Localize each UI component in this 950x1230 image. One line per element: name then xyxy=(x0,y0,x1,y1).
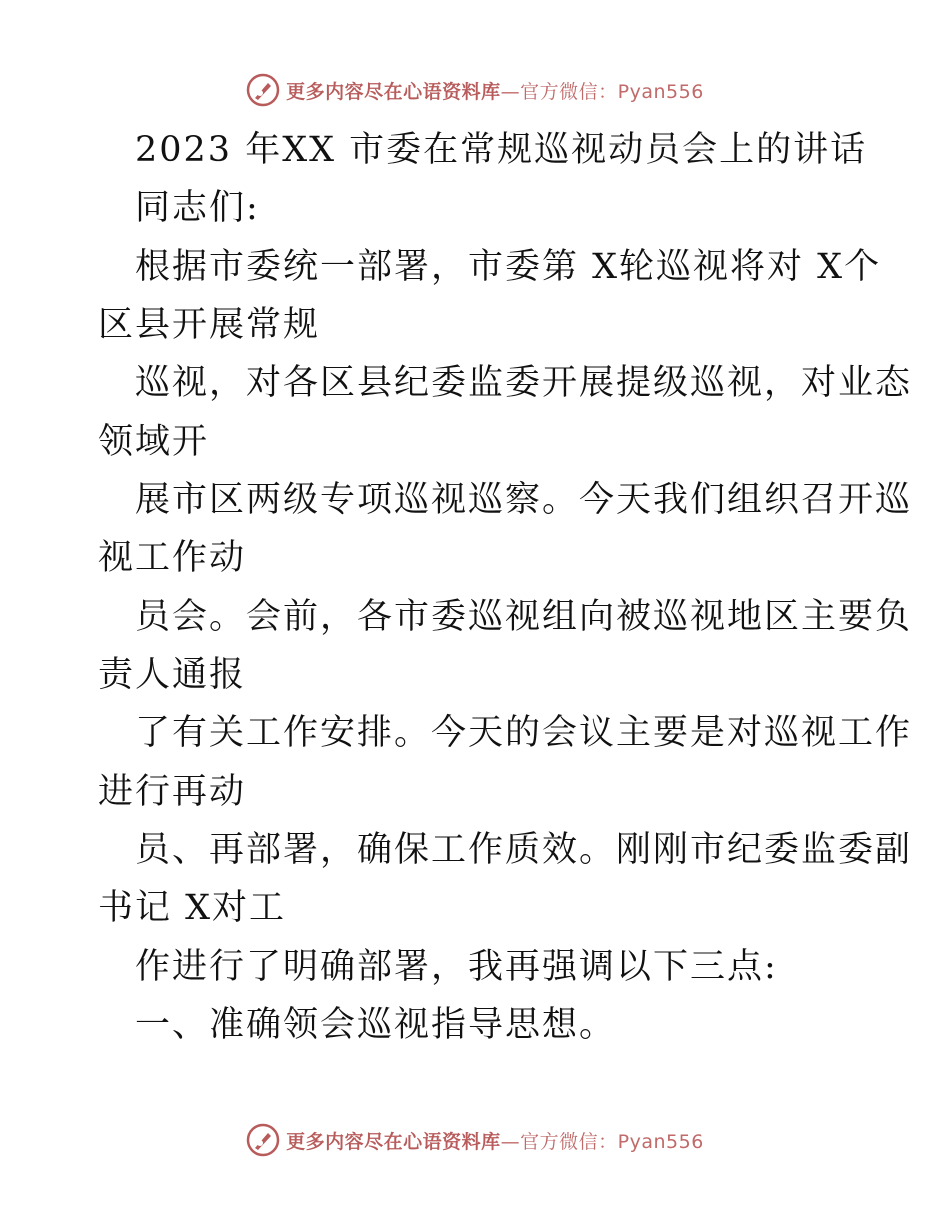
document-title: 2023 年XX 市委在常规巡视动员会上的讲话 xyxy=(135,130,868,170)
paragraph-line: 作进行了明确部署，我再强调以下三点: xyxy=(135,947,778,987)
paragraph-line: 视工作动 xyxy=(98,538,247,578)
paragraph-line: 巡视，对各区县纪委监委开展提级巡视，对业态 xyxy=(135,363,913,403)
paragraph-line: 了有关工作安排。今天的会议主要是对巡视工作 xyxy=(135,713,913,753)
paragraph-line: 根据市委统一部署，市委第 X轮巡视将对 X个 xyxy=(135,247,882,287)
watermark-text: 更多内容尽在心语资料库—官方微信：Pyan556 xyxy=(286,80,704,103)
watermark-text: 更多内容尽在心语资料库—官方微信：Pyan556 xyxy=(286,1130,704,1153)
section-heading: 一、准确领会巡视指导思想。 xyxy=(135,1005,617,1045)
paragraph-line: 区县开展常规 xyxy=(98,305,321,345)
pen-logo-icon xyxy=(246,1123,280,1157)
paragraph-line: 员、再部署，确保工作质效。刚刚市纪委监委副 xyxy=(135,830,913,870)
watermark-footer xyxy=(0,1120,950,1160)
paragraph-line: 领域开 xyxy=(98,422,210,462)
paragraph-line: 书记 X对工 xyxy=(98,888,287,928)
paragraph-line: 进行再动 xyxy=(98,772,247,812)
paragraph-line: 员会。会前，各市委巡视组向被巡视地区主要负 xyxy=(135,597,913,637)
paragraph-line: 展市区两级专项巡视巡察。今天我们组织召开巡 xyxy=(135,480,913,520)
pen-logo-icon xyxy=(246,73,280,107)
paragraph-line: 责人通报 xyxy=(98,655,247,695)
salutation: 同志们: xyxy=(135,188,260,228)
watermark-header xyxy=(0,70,950,110)
